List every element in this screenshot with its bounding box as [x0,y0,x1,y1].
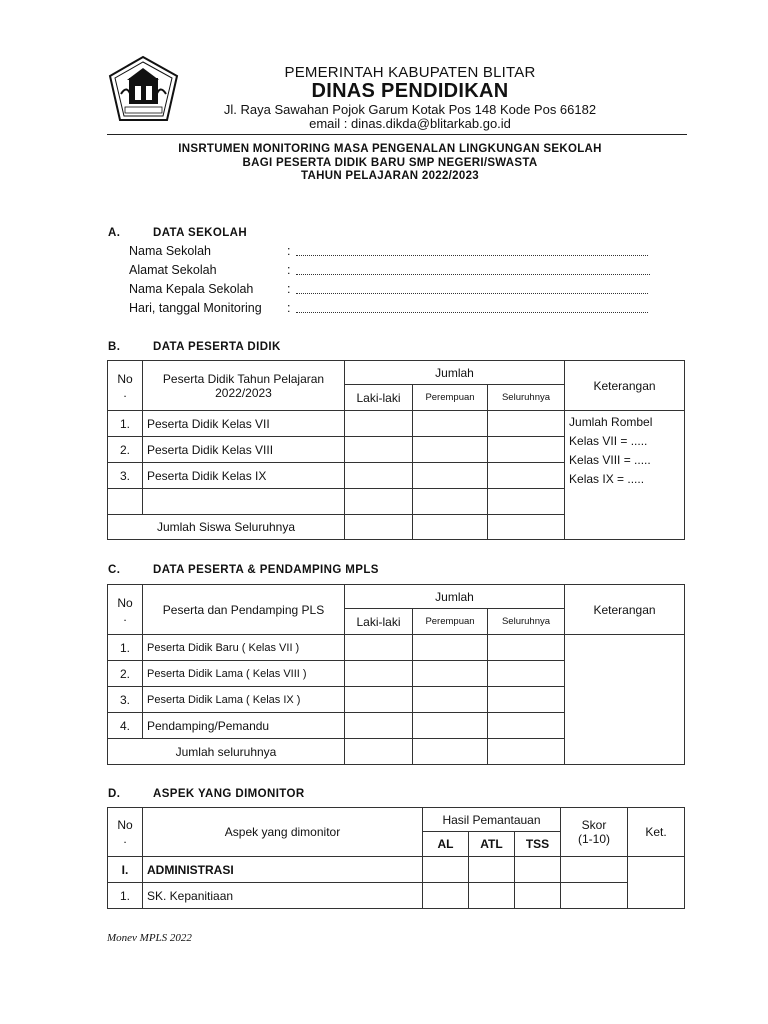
keterangan-line: Kelas IX = ..... [569,472,645,486]
section-a-title: DATA SEKOLAH [153,227,248,239]
section-b-title: DATA PESERTA DIDIK [153,341,281,353]
field-label-alamat-sekolah: Alamat Sekolah [129,263,217,277]
section-a-letter: A. [108,227,121,239]
field-colon: : [287,244,291,258]
cell-skor[interactable] [561,883,628,909]
document-title-line2: BAGI PESERTA DIDIK BARU SMP NEGERI/SWASTA [242,157,538,169]
letterhead-department: DINAS PENDIDIKAN [311,80,509,102]
header-keterangan: Keterangan [565,361,685,411]
cell-atl[interactable] [469,857,515,883]
header-aspek: Aspek yang dimonitor [143,808,423,857]
header-skor: Skor (1-10) [561,808,628,857]
header-perempuan: Perempuan [413,609,488,635]
cell-laki[interactable] [345,489,413,515]
cell-perempuan[interactable] [413,687,488,713]
field-colon: : [287,301,291,315]
cell-perempuan[interactable] [413,437,488,463]
cell-laki[interactable] [345,661,413,687]
cell-ket[interactable] [628,857,685,909]
header-tss: TSS [515,832,561,857]
cell-laki[interactable] [345,463,413,489]
cell-laki[interactable] [345,515,413,540]
row-no: 2. [108,437,143,463]
row-label: Peserta Didik Baru ( Kelas VII ) [143,635,345,661]
header-ket: Ket. [628,808,685,857]
cell-laki[interactable] [345,411,413,437]
keterangan-line: Kelas VII = ..... [569,434,648,448]
field-colon: : [287,282,291,296]
header-keterangan: Keterangan [565,585,685,635]
header-al: AL [423,832,469,857]
row-label [143,489,345,515]
row-no: 1. [108,635,143,661]
row-category: ADMINISTRASI [143,857,423,883]
row-no: 3. [108,687,143,713]
cell-perempuan[interactable] [413,635,488,661]
header-laki-laki: Laki-laki [345,609,413,635]
cell-seluruhnya[interactable] [488,463,565,489]
row-total-label: Jumlah seluruhnya [108,739,345,765]
field-line-nama-sekolah[interactable] [296,243,648,256]
row-label: Peserta Didik Kelas VIII [143,437,345,463]
row-label: Peserta Didik Lama ( Kelas VIII ) [143,661,345,687]
letterhead-divider [107,134,687,135]
row-label: Peserta Didik Lama ( Kelas IX ) [143,687,345,713]
header-hasil-pemantauan: Hasil Pemantauan [423,808,561,832]
cell-perempuan[interactable] [413,739,488,765]
header-laki-laki: Laki-laki [345,385,413,411]
cell-laki[interactable] [345,635,413,661]
section-b-letter: B. [108,341,121,353]
header-seluruhnya: Seluruhnya [488,609,565,635]
cell-seluruhnya[interactable] [488,437,565,463]
cell-atl[interactable] [469,883,515,909]
cell-perempuan[interactable] [413,489,488,515]
field-colon: : [287,263,291,277]
row-label: SK. Kepanitiaan [143,883,423,909]
keterangan-line: Jumlah Rombel [569,415,653,429]
cell-skor[interactable] [561,857,628,883]
cell-perempuan[interactable] [413,515,488,540]
header-seluruhnya: Seluruhnya [488,385,565,411]
header-jumlah: Jumlah [345,585,565,609]
field-label-hari-tanggal: Hari, tanggal Monitoring [129,301,262,315]
cell-seluruhnya[interactable] [488,515,565,540]
cell-seluruhnya[interactable] [488,635,565,661]
cell-seluruhnya[interactable] [488,661,565,687]
section-d-title: ASPEK YANG DIMONITOR [153,788,305,800]
header-perempuan: Perempuan [413,385,488,411]
header-atl: ATL [469,832,515,857]
header-no: No . [108,361,143,411]
cell-keterangan[interactable] [565,635,685,765]
cell-laki[interactable] [345,739,413,765]
page-footer: Monev MPLS 2022 [107,932,192,944]
letterhead-government: PEMERINTAH KABUPATEN BLITAR [284,64,536,81]
cell-perempuan[interactable] [413,463,488,489]
field-line-hari-tanggal[interactable] [296,300,648,313]
letterhead-email: email : dinas.dikda@blitarkab.go.id [309,116,511,131]
field-line-alamat-sekolah[interactable] [296,262,650,275]
row-label: Pendamping/Pemandu [143,713,345,739]
row-no: 2. [108,661,143,687]
row-no: 1. [108,883,143,909]
cell-seluruhnya[interactable] [488,411,565,437]
regency-logo [107,54,180,124]
row-no: 4. [108,713,143,739]
cell-perempuan[interactable] [413,411,488,437]
table-data-peserta-didik [107,360,685,540]
cell-laki[interactable] [345,437,413,463]
row-label: Peserta Didik Kelas IX [143,463,345,489]
header-no: No . [108,585,143,635]
cell-seluruhnya[interactable] [488,713,565,739]
section-c-title: DATA PESERTA & PENDAMPING MPLS [153,564,379,576]
cell-seluruhnya[interactable] [488,687,565,713]
cell-laki[interactable] [345,713,413,739]
field-line-nama-kepala-sekolah[interactable] [296,281,648,294]
cell-perempuan[interactable] [413,713,488,739]
field-label-nama-sekolah: Nama Sekolah [129,244,211,258]
row-no [108,489,143,515]
field-label-nama-kepala-sekolah: Nama Kepala Sekolah [129,282,254,296]
header-peserta: Peserta Didik Tahun Pelajaran 2022/2023 [143,361,345,411]
document-title-line3: TAHUN PELAJARAN 2022/2023 [301,170,479,182]
row-total-label: Jumlah Siswa Seluruhnya [108,515,345,540]
table-aspek-monitor [107,807,685,909]
table-data-pendamping [107,584,685,765]
row-no: I. [108,857,143,883]
cell-seluruhnya[interactable] [488,489,565,515]
cell-seluruhnya[interactable] [488,739,565,765]
row-no: 1. [108,411,143,437]
header-no: No . [108,808,143,857]
letterhead-address: Jl. Raya Sawahan Pojok Garum Kotak Pos 148 Kode Pos 66182 [223,102,597,117]
section-c-letter: C. [108,564,121,576]
row-no: 3. [108,463,143,489]
header-jumlah: Jumlah [345,361,565,385]
section-d-letter: D. [108,788,121,800]
header-peserta: Peserta dan Pendamping PLS [143,585,345,635]
cell-tss[interactable] [515,857,561,883]
cell-al[interactable] [423,857,469,883]
keterangan-line: Kelas VIII = ..... [569,453,651,467]
row-label: Peserta Didik Kelas VII [143,411,345,437]
document-title-line1: INSRTUMEN MONITORING MASA PENGENALAN LINGKUNGAN SEKOLAH [178,143,602,155]
cell-al[interactable] [423,883,469,909]
cell-laki[interactable] [345,687,413,713]
keterangan-rombel [565,411,685,540]
cell-tss[interactable] [515,883,561,909]
cell-perempuan[interactable] [413,661,488,687]
